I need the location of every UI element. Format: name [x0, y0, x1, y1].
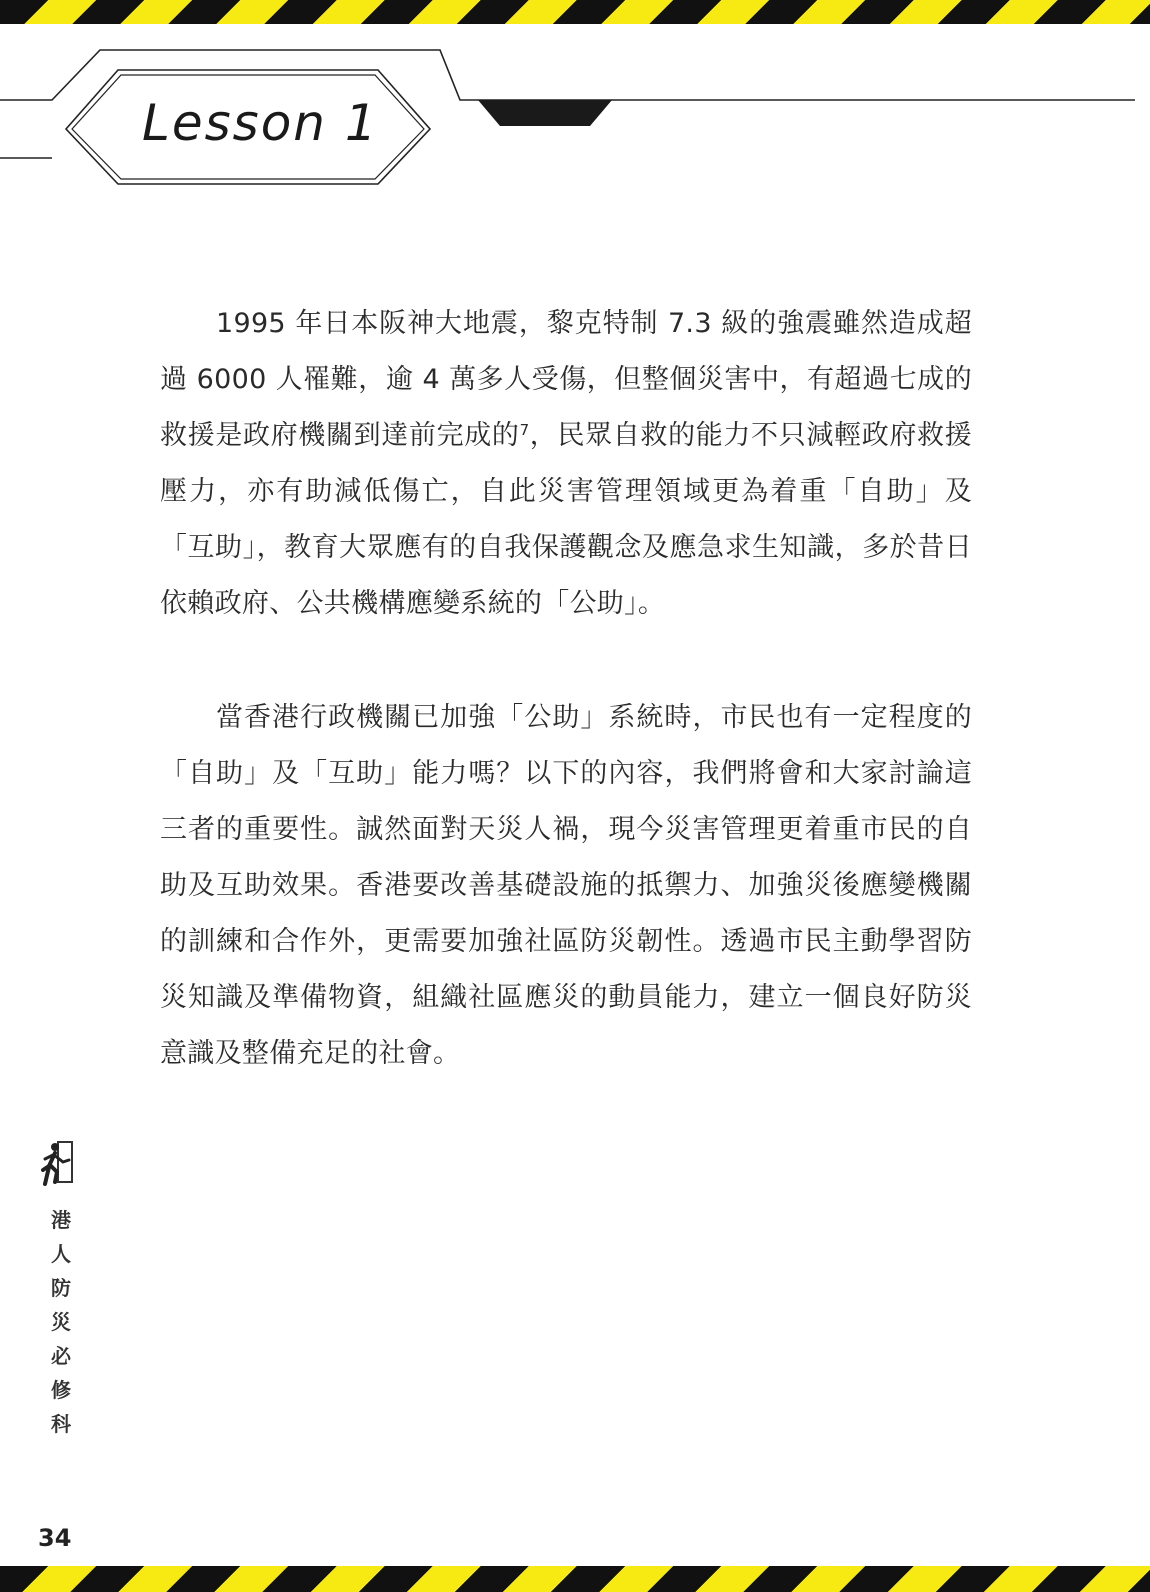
body-paragraph-2: 當香港行政機關已加強「公助」系統時，市民也有一定程度的「自助」及「互助」能力嗎？以下的內容，我們將會和大家討論這三者的重要性。誠然面對天災人禍，現今災害管理更着重市民的自助及互助效果。香港要改善基礎設施的抵禦力、加強災後應變機關的訓練和合作外，更需要加強社區防災韌性。透過市民主動學習防災知識及準備物資，組織社區應災的動員能力，建立一個良好防災意識及整備充足的社會。	[160, 702, 972, 1069]
emergency-exit-running-man-icon	[41, 1140, 75, 1186]
lesson-title: Lesson 1	[142, 94, 379, 152]
book-title-char: 人	[51, 1242, 71, 1266]
book-title-char: 科	[51, 1412, 71, 1436]
body-paragraph-1	[160, 296, 972, 632]
hazard-stripe-bottom	[0, 1566, 1150, 1592]
paragraph-1-text-a: 1995 年日本阪神大地震，黎克特制 7.3 級的強震雖然造成超過 6000 人罹難，逾 4 萬多人受傷，但整個災害中，有超過七成的救援是政府機關到達前完成的	[160, 308, 972, 451]
hazard-stripe-top	[0, 0, 1150, 24]
book-title-vertical	[46, 1203, 76, 1441]
book-title-char: 防	[51, 1276, 71, 1300]
book-title-char: 港	[51, 1208, 71, 1232]
page-number: 34	[38, 1524, 72, 1552]
book-title-char: 必	[51, 1344, 71, 1368]
book-title-char: 災	[51, 1310, 71, 1334]
footnote-marker: 7	[519, 421, 530, 439]
paragraph-1-text-b: ，民眾自救的能力不只減輕政府救援壓力，亦有助減低傷亡，自此災害管理領域更為着重「自助」及「互助」，教育大眾應有的自我保護觀念及應急求生知識，多於昔日依賴政府、公共機構應變系統的「公助」。	[160, 420, 972, 619]
book-title-char: 修	[51, 1378, 71, 1402]
